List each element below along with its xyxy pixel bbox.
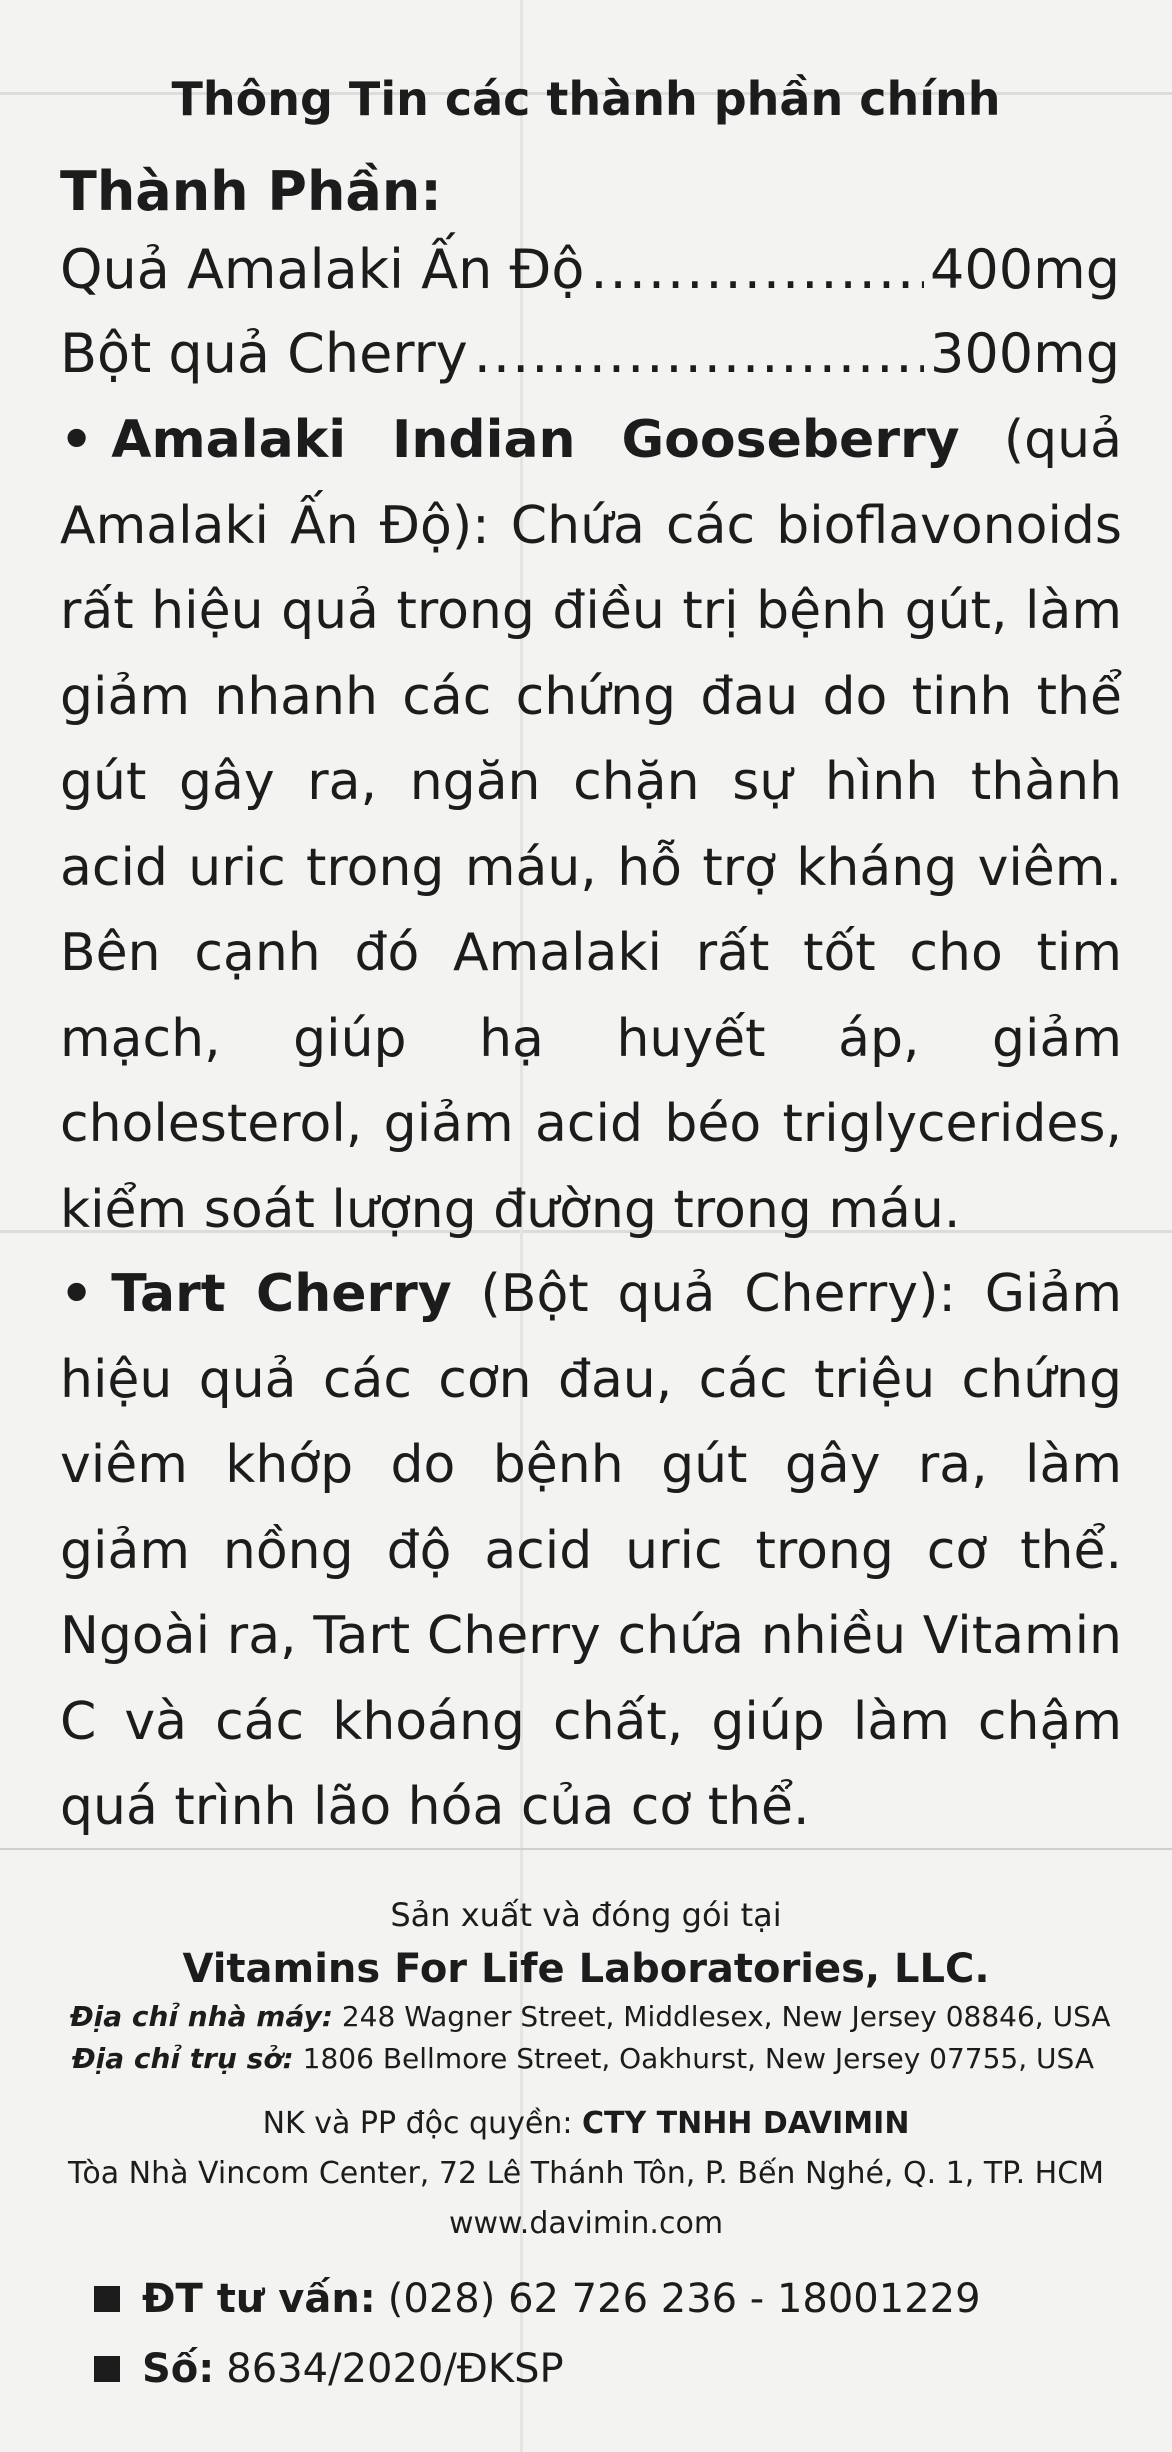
manufacturer-name: Vitamins For Life Laboratories, LLC. [182, 1946, 990, 1992]
ingredient-name: Bột quả Cherry [60, 322, 468, 385]
square-bullet-icon [94, 2356, 120, 2382]
square-bullet-icon [94, 2286, 120, 2312]
leader-dots [474, 322, 924, 385]
registration-label: Số: [142, 2346, 215, 2392]
bullet-icon: • [60, 1264, 94, 1324]
section-divider [0, 1848, 1172, 1850]
ingredients-heading: Thành Phần: [60, 160, 442, 223]
hotline-value: (028) 62 726 236 - 18001229 [387, 2276, 981, 2322]
produced-label: Sản xuất và đóng gói tại [390, 1896, 782, 1934]
distributor-website: www.davimin.com [448, 2206, 724, 2241]
distributor-line [0, 2106, 1172, 2141]
distributor-address: Tòa Nhà Vincom Center, 72 Lê Thánh Tôn, P. Bến Nghé, Q. 1, TP. HCM [67, 2156, 1105, 2191]
hotline-label: ĐT tư vấn: [142, 2276, 376, 2322]
leader-dots [590, 238, 924, 301]
ingredient-row [60, 322, 1120, 385]
factory-address [70, 2000, 1150, 2033]
factory-address-value: 248 Wagner Street, Middlesex, New Jersey 08846, USA [332, 2000, 1111, 2033]
registration-row [94, 2346, 564, 2392]
factory-address-label: Địa chỉ nhà máy: [70, 2000, 333, 2033]
ingredient-title: Tart Cherry [111, 1264, 452, 1324]
ingredient-amount: 300mg [930, 322, 1120, 385]
ingredient-text: (Bột quả Cherry): Giảm hiệu quả các cơn đau, các triệu chứng viêm khớp do bệnh gút gây ra, làm giảm nồng độ acid uric trong cơ thể. Ngoài ra, Tart Cherry chứa nhiều Vitamin C và các khoáng chất, giúp làm chậm quá trình lão hóa của cơ thể. [60, 1264, 1122, 1837]
ingredient-description-tart-cherry [60, 1252, 1122, 1851]
ingredient-title: Amalaki Indian Gooseberry [111, 410, 960, 470]
bullet-icon: • [60, 410, 94, 470]
hotline-row [94, 2276, 981, 2322]
ingredient-name: Quả Amalaki Ấn Độ [60, 238, 585, 301]
document-title: Thông Tin các thành phần chính [171, 72, 1001, 126]
ingredient-description-amalaki [60, 398, 1122, 1253]
distributor-label: NK và PP độc quyền: [262, 2106, 582, 2141]
office-address-label: Địa chỉ trụ sở: [72, 2042, 294, 2075]
ingredient-text: (quả Amalaki Ấn Độ): Chứa các bioflavonoids rất hiệu quả trong điều trị bệnh gút, làm giảm nhanh các chứng đau do tinh thể gút gây ra, ngăn chặn sự hình thành acid uric trong máu, hỗ trợ kháng viêm. Bên cạnh đó Amalaki rất tốt cho tim mạch, giúp hạ huyết áp, giảm cholesterol, giảm acid béo triglycerides, kiểm soát lượng đường trong máu. [60, 410, 1122, 1240]
office-address-value: 1806 Bellmore Street, Oakhurst, New Jersey 07755, USA [293, 2042, 1094, 2075]
ingredient-amount: 400mg [930, 238, 1120, 301]
distributor-name: CTY TNHH DAVIMIN [581, 2106, 910, 2141]
registration-value: 8634/2020/ĐKSP [226, 2346, 564, 2392]
office-address [72, 2042, 1152, 2075]
ingredient-row [60, 238, 1120, 301]
